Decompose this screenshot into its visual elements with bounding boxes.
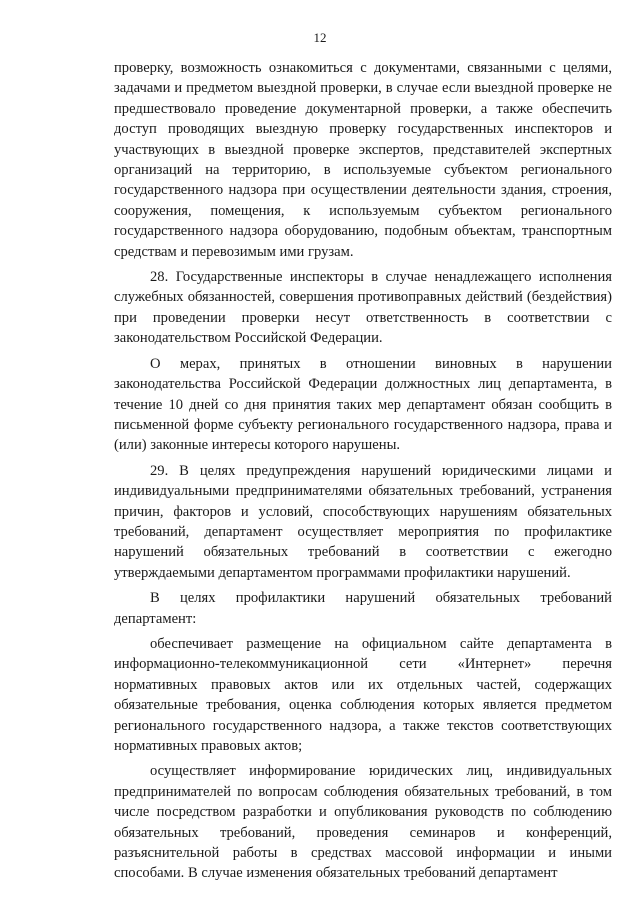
paragraph-item-29: 29. В целях предупреждения нарушений юридическими лицами и индивидуальными предпринимателями обязательных требований, устранения причин, факторов и условий, способствующих нарушениям обязательных требований, департамент осуществляет мероприятия по профилактике нарушений обязательных требований в соответствии с ежегодно утверждаемыми департаментом программами профилактики нарушений. (114, 462, 612, 581)
paragraph-informing: осуществляет информирование юридических лиц, индивидуальных предпринимателей по вопросам соблюдения обязательных требований, в том числе посредством разработки и опубликования руководств по соблюдению обязательных требований, проведения семинаров и конференций, разъяснительной работы в средствах массовой информации и иными способами. В случае изменения обязательных требований департамент (114, 763, 612, 882)
paragraph-item-28: 28. Государственные инспекторы в случае ненадлежащего исполнения служебных обязанностей, совершения противоправных действий (бездействия) при проведении проверки несут ответственность в соответствии с законодательством Российской Федерации. (114, 269, 612, 347)
page-number: 12 (313, 30, 327, 45)
paragraph-prevention-intro: В целях профилактики нарушений обязательных требований департамент: (114, 590, 612, 627)
paragraph-publication: обеспечивает размещение на официальном сайте департамента в информационно-телекоммуникационной сети «Интернет» перечня нормативных правовых актов или их отдельных частей, содержащих обязательные требования, оценка соблюдения которых является предметом регионального государственного надзора, а также текстов соответствующих нормативных правовых актов; (114, 635, 612, 754)
document-body (114, 58, 612, 889)
paragraph-measures: О мерах, принятых в отношении виновных в нарушении законодательства Российской Федерации должностных лиц департамента, в течение 10 дней со дня принятия таких мер департамент обязан сообщить в письменной форме субъекту регионального государственного надзора, права и (или) законные интересы которого нарушены. (114, 355, 612, 454)
paragraph-continuation: проверку, возможность ознакомиться с документами, связанными с целями, задачами и предметом выездной проверки, в случае если выездной проверке не предшествовало проведение документарной проверки, а также обеспечить доступ проводящих выездную проверку государственных инспекторов и участвующих в выездной проверке экспертов, представителей экспертных организаций на территорию, в используемые субъектом регионального государственного надзора при осуществлении деятельности здания, строения, сооружения, помещения, к используемым субъектом регионального государственного надзора оборудованию, подобным объектам, транспортным средствам и перевозимым ими грузам. (114, 60, 612, 260)
